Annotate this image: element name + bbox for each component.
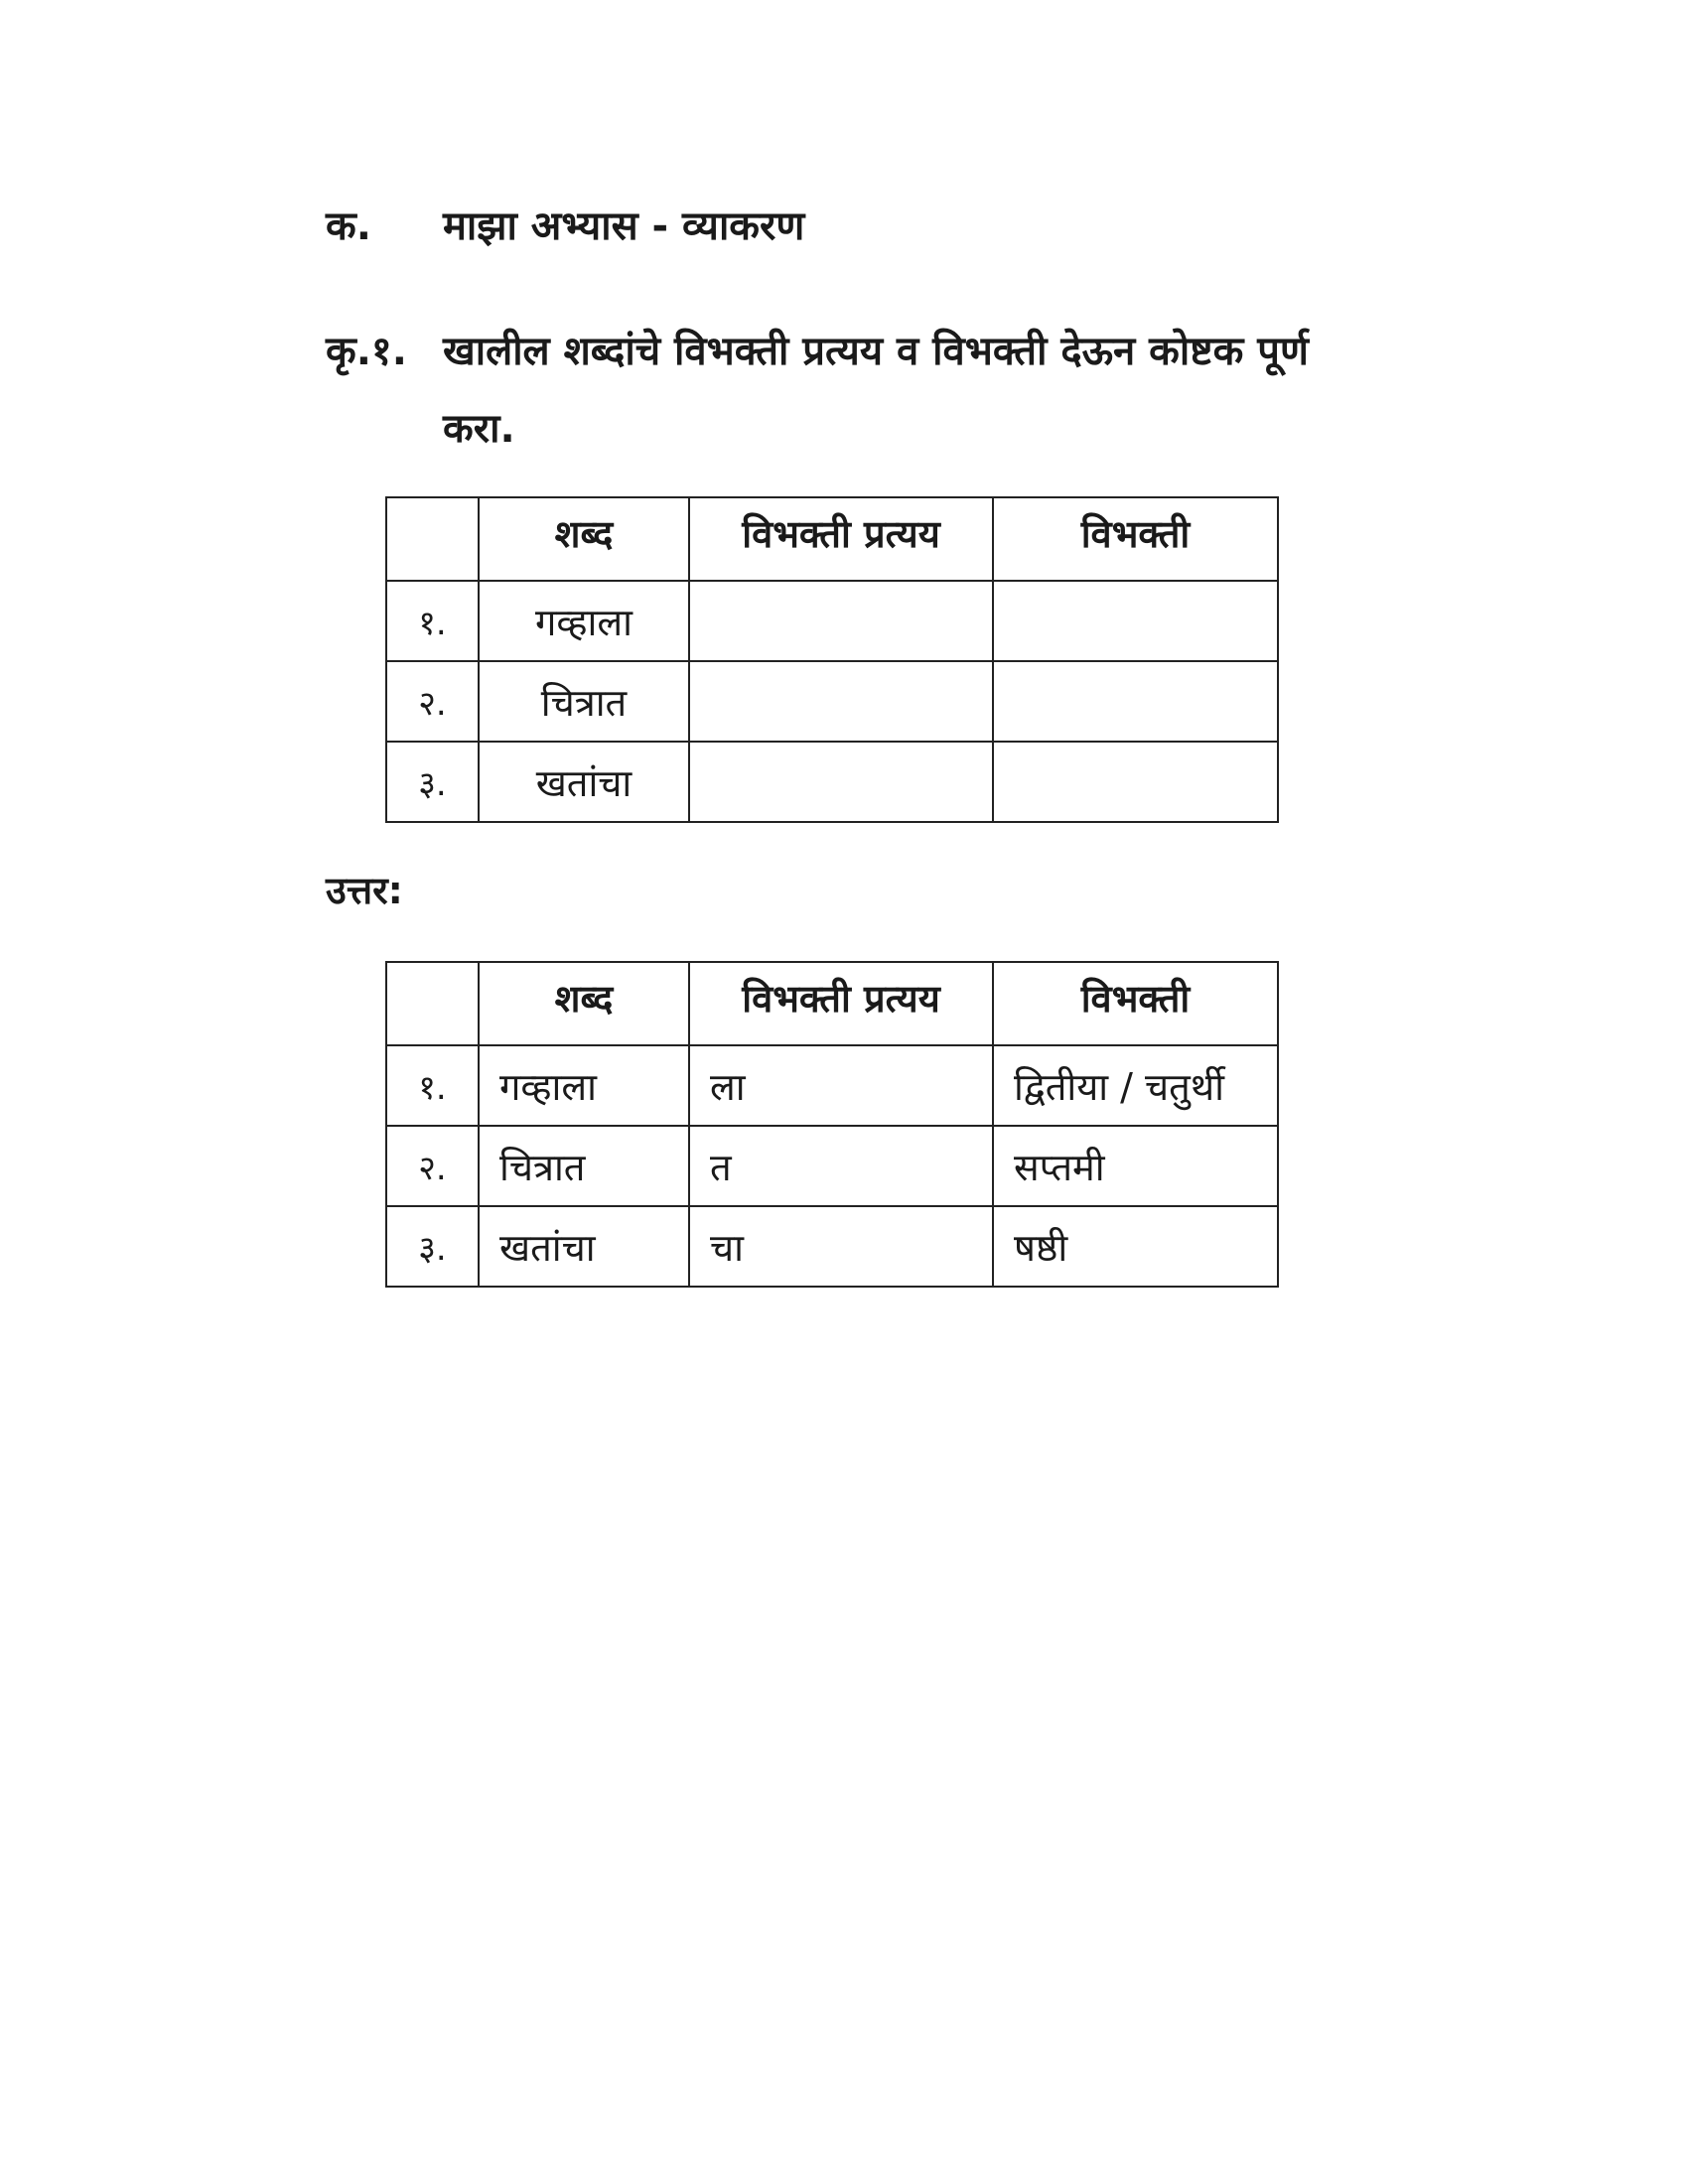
header-word: शब्द xyxy=(479,497,689,581)
row-number: १. xyxy=(386,1045,479,1126)
section-marker: क. xyxy=(326,204,371,249)
table-row xyxy=(386,1126,1278,1206)
case-cell: द्वितीया / चतुर्थी xyxy=(993,1045,1278,1126)
case-cell xyxy=(993,581,1278,661)
table-row xyxy=(386,581,1278,661)
case-cell xyxy=(993,742,1278,822)
word-cell: गव्हाला xyxy=(479,581,689,661)
row-number: ३. xyxy=(386,742,479,822)
word-cell: चित्रात xyxy=(479,1126,689,1206)
word-cell: चित्रात xyxy=(479,661,689,742)
suffix-cell xyxy=(689,581,993,661)
table-row xyxy=(386,742,1278,822)
table-row xyxy=(386,1206,1278,1287)
suffix-cell xyxy=(689,742,993,822)
word-cell: खतांचा xyxy=(479,1206,689,1287)
suffix-cell: ला xyxy=(689,1045,993,1126)
section-title: माझा अभ्यास - व्याकरण xyxy=(443,204,805,249)
word-cell: खतांचा xyxy=(479,742,689,822)
case-cell: षष्ठी xyxy=(993,1206,1278,1287)
question-prompt xyxy=(326,313,1319,468)
header-word: शब्द xyxy=(479,962,689,1045)
section-heading xyxy=(326,197,804,251)
suffix-cell: त xyxy=(689,1126,993,1206)
suffix-cell xyxy=(689,661,993,742)
suffix-cell: चा xyxy=(689,1206,993,1287)
case-cell: सप्तमी xyxy=(993,1126,1278,1206)
case-cell xyxy=(993,661,1278,742)
question-number: कृ.१. xyxy=(326,329,407,374)
header-blank xyxy=(386,497,479,581)
row-number: ३. xyxy=(386,1206,479,1287)
answer-table xyxy=(385,961,1279,1288)
header-suffix: विभक्ती प्रत्यय xyxy=(689,962,993,1045)
row-number: २. xyxy=(386,1126,479,1206)
header-case: विभक्ती xyxy=(993,497,1278,581)
question-table xyxy=(385,496,1279,823)
header-case: विभक्ती xyxy=(993,962,1278,1045)
table-header-row xyxy=(386,962,1278,1045)
table-row xyxy=(386,1045,1278,1126)
header-suffix: विभक्ती प्रत्यय xyxy=(689,497,993,581)
table-row xyxy=(386,661,1278,742)
header-blank xyxy=(386,962,479,1045)
question-text: खालील शब्दांचे विभक्ती प्रत्यय व विभक्ती देऊन कोष्टक पूर्ण करा. xyxy=(443,329,1309,452)
row-number: १. xyxy=(386,581,479,661)
row-number: २. xyxy=(386,661,479,742)
table-header-row xyxy=(386,497,1278,581)
word-cell: गव्हाला xyxy=(479,1045,689,1126)
answer-label: उत्तर: xyxy=(326,869,403,912)
